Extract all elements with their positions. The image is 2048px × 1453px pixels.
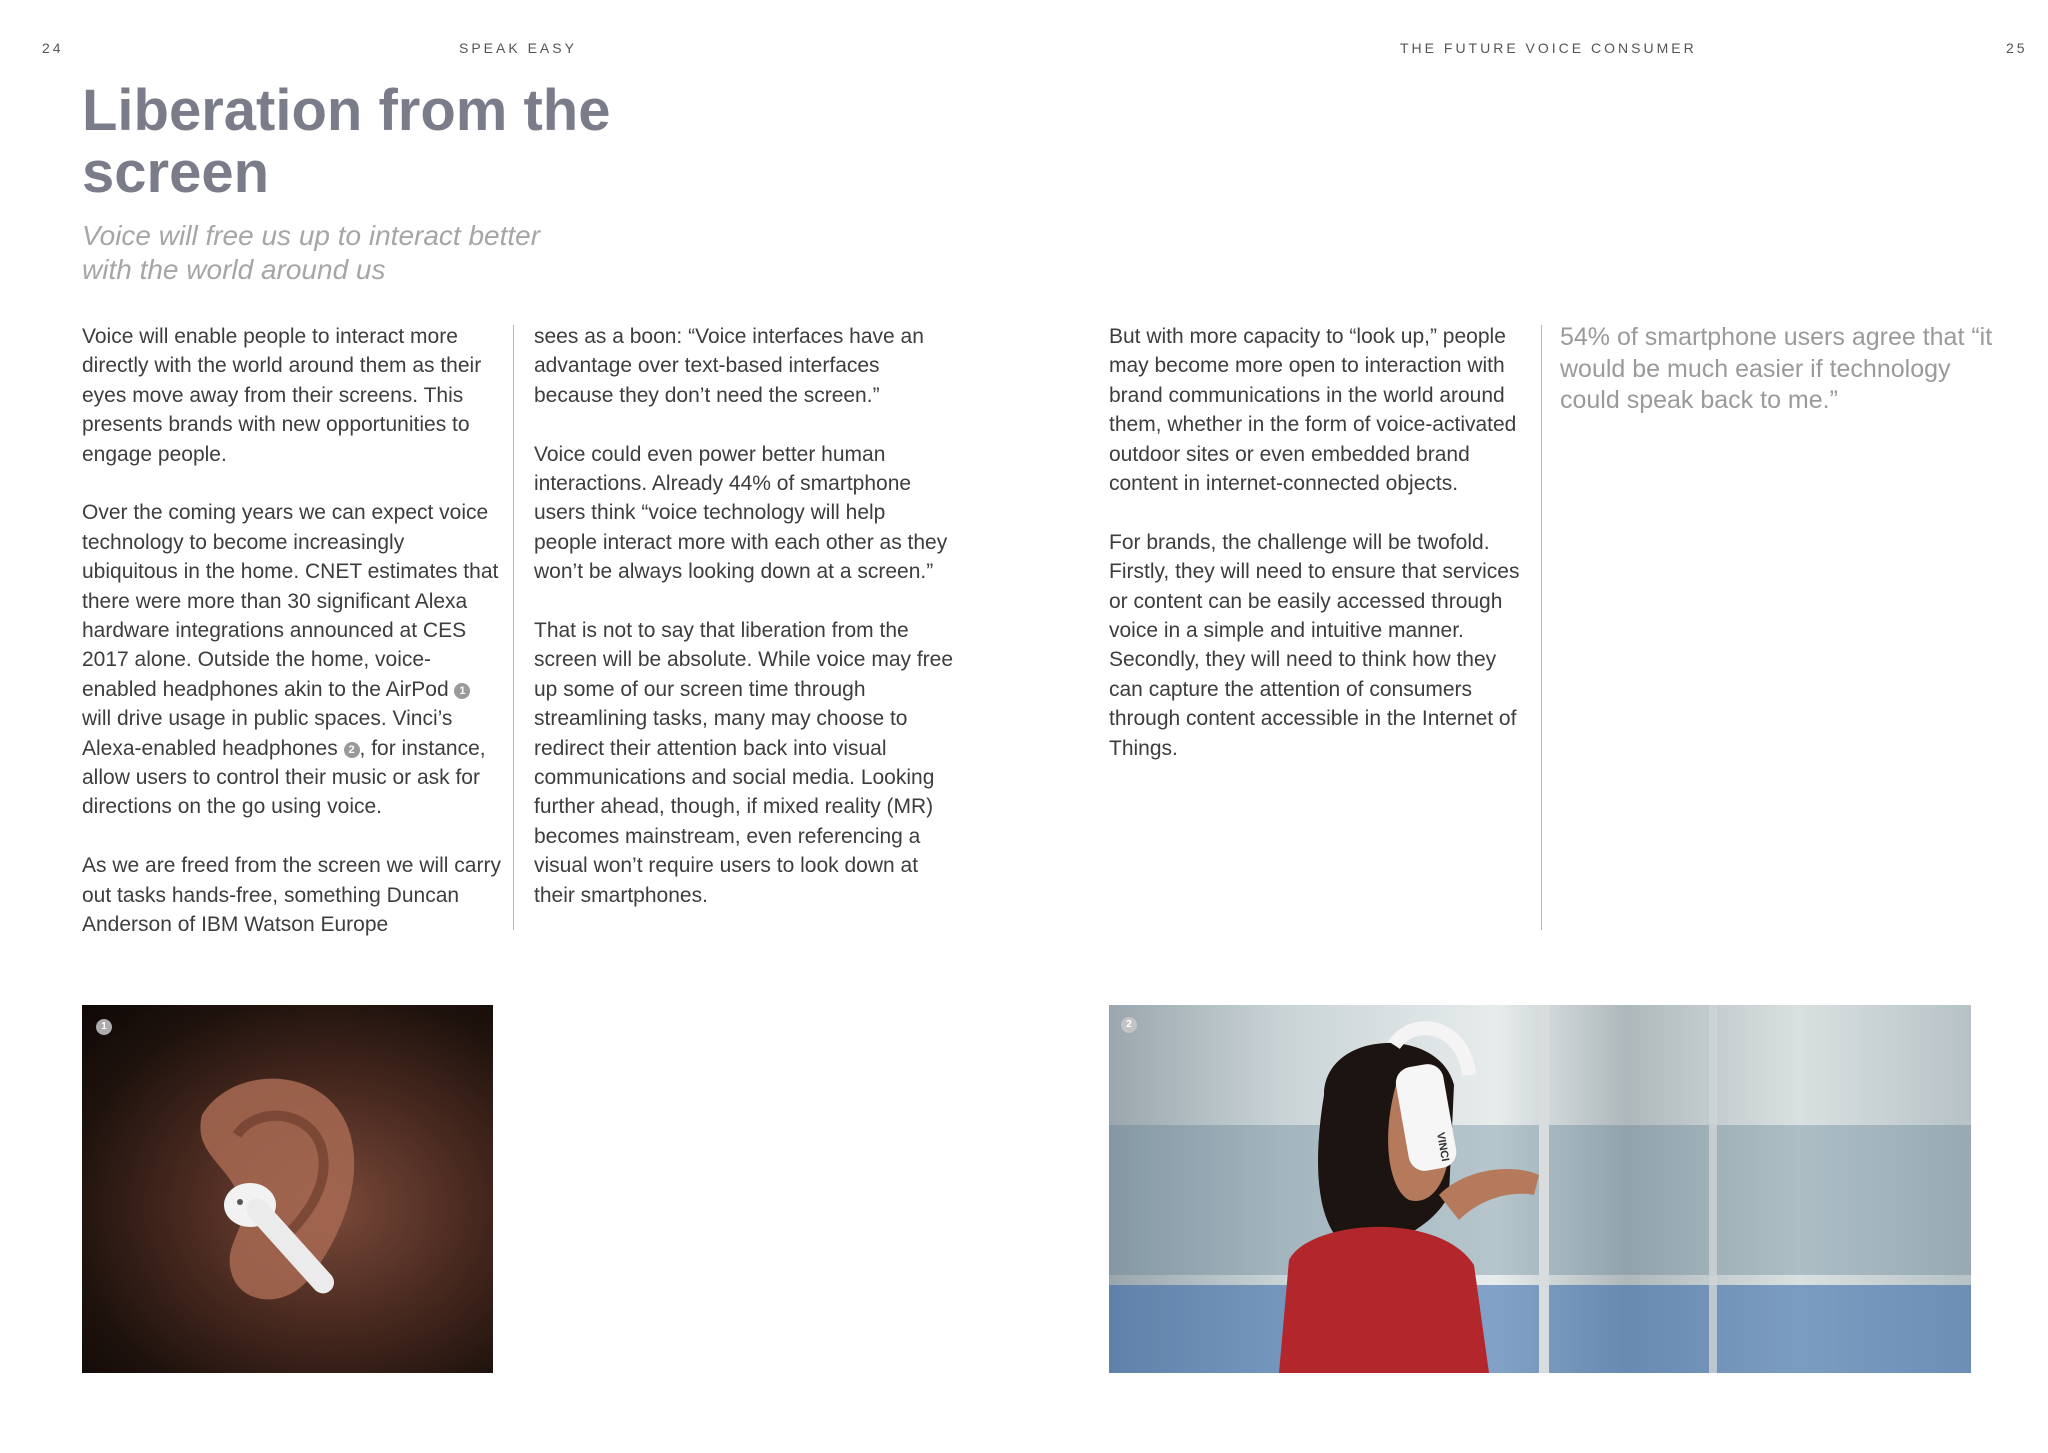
article-headline: Liberation from the screen <box>82 78 611 205</box>
paragraph: sees as a boon: “Voice interfaces have an advantage over text-based interfaces because they don’t need the screen.” <box>534 325 924 407</box>
pull-quote: 54% of smartphone users agree that “it would be much easier if technology could speak back to me.” <box>1560 323 1993 414</box>
grab-pole <box>1539 1005 1549 1373</box>
running-title-right: THE FUTURE VOICE CONSUMER <box>1400 40 1697 56</box>
paragraph: As we are freed from the screen we will carry out tasks hands-free, something Duncan Anderson of IBM Watson Europe <box>82 854 501 937</box>
body-column-3 <box>1109 322 1529 763</box>
image-reference-marker-2: 2 <box>344 742 360 758</box>
image-marker-2: 2 <box>1121 1017 1137 1033</box>
running-title-left: SPEAK EASY <box>459 40 577 56</box>
headphones-photo <box>1109 1005 1971 1373</box>
image-reference-marker-1: 1 <box>454 683 470 699</box>
subway-scene-illustration <box>1109 1005 1971 1373</box>
paragraph-text: Over the coming years we can expect voice technology to become increasingly ubiquitous in the home. CNET estimates that there were more than 30 significant Alexa hardware integrations announced at CES 2017 alone. Outside the home, voice-enabled headphones akin to the AirPod <box>82 501 499 701</box>
earbud-illustration <box>82 1005 493 1373</box>
paragraph: Voice will enable people to interact more directly with the world around them as their eyes move away from their screens. This presents brands with new opportunities to engage people. <box>82 325 482 466</box>
body-column-2 <box>534 322 954 910</box>
paragraph: Voice could even power better human interactions. Already 44% of smartphone users think “voice technology will help people interact more with each other as they won’t be always looking down at a screen.” <box>534 442 948 584</box>
page-number-right: 25 <box>2006 40 2028 56</box>
earbud-sensor <box>237 1199 243 1205</box>
paragraph-text: will drive usage in public spaces. Vinci’s Alexa-enabled headphones <box>82 707 453 760</box>
paragraph: For brands, the challenge will be twofold. Firstly, they will need to ensure that services or content can be easily accessed through voice in a simple and intuitive manner. Secondly, they will need to think how they can capture the attention of consumers through content accessible in the Internet of Things. <box>1109 530 1520 760</box>
image-marker-1: 1 <box>96 1019 112 1035</box>
earbud-photo <box>82 1005 493 1373</box>
paragraph <box>82 498 502 821</box>
paragraph: But with more capacity to “look up,” people may become more open to interaction with brand communications in the world around them, whether in the form of voice-activated outdoor sites or even embedded brand content in internet-connected objects. <box>1109 325 1517 496</box>
headphone-brand-text: VINCI <box>1434 1131 1451 1163</box>
page-number-left: 24 <box>42 40 64 56</box>
column-divider <box>513 325 514 930</box>
paragraph: That is not to say that liberation from the screen will be absolute. While voice may free up some of our screen time through streamlining tasks, many may choose to redirect their attention back into visual communications and social media. Looking further ahead, though, if mixed reality (MR) becomes mainstream, even referencing a visual won’t require users to look down at their smartphones. <box>534 619 954 907</box>
woman-top <box>1279 1227 1489 1373</box>
paragraph-text: , for instance, allow users to control their music or ask for directions on the go using voice. <box>82 736 486 819</box>
article-standfirst: Voice will free us up to interact better with the world around us <box>82 220 541 285</box>
grab-pole <box>1709 1005 1717 1373</box>
column-divider <box>1541 325 1542 930</box>
body-column-1 <box>82 322 502 940</box>
